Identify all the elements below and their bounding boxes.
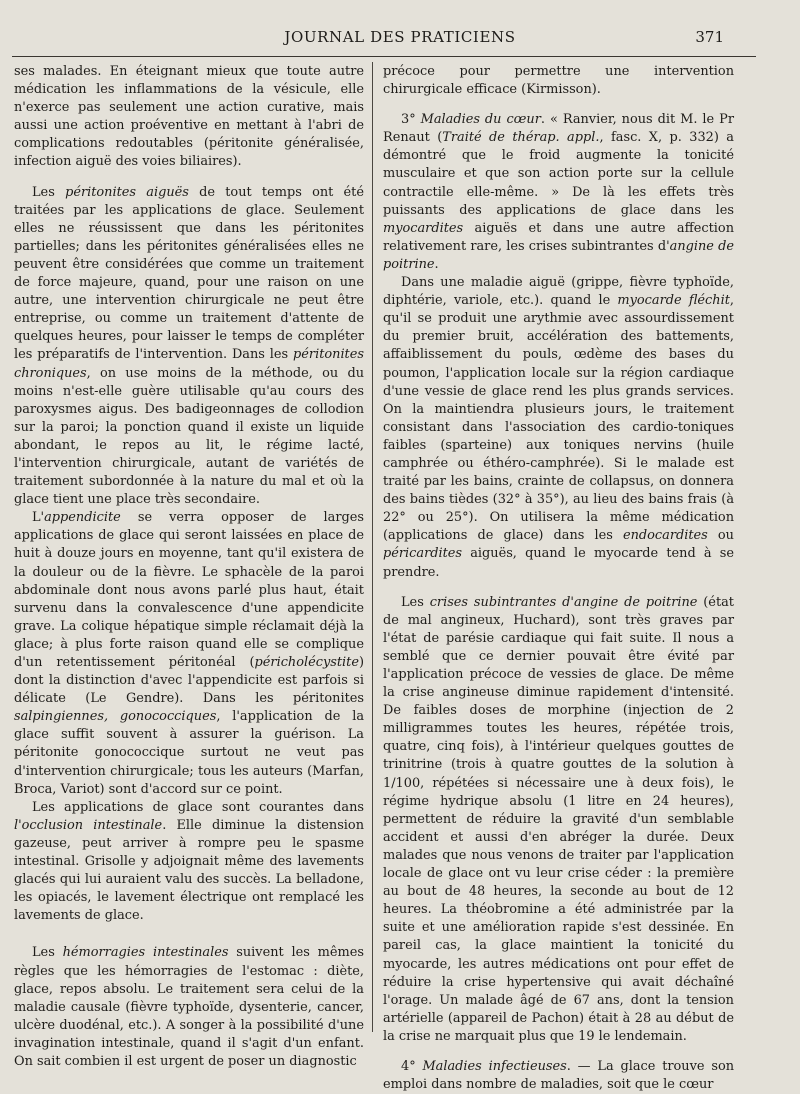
italic-text: appendicite (44, 510, 121, 526)
paragraph-text: L' (32, 510, 45, 526)
running-title: JOURNAL DES PRATICIENS (284, 28, 516, 46)
paragraph-text: se verra opposer de larges applications de glace qui seront laissées en place de huit à douze jours en moyenne, tant qu'il existera de la douleur ou de la fièvre. Le sphacèle de la paroi abdominale dont nous avons parlé plus haut, était survenu dans la convalescence d'une appendicite grave. La colique hépatique simple réclamait déjà la glace; à plus forte raison quand elle se complique d'un retentissement péritonéal ( (14, 510, 364, 670)
paragraph (383, 63, 734, 99)
paragraph (383, 274, 734, 582)
paragraph-text: . — La glace trouve son emploi dans nombre de maladies, soit que le cœur (383, 1058, 735, 1093)
italic-text: crises subintrantes d'angine de poitrine (429, 594, 698, 610)
italic-text: Traité de thérap. appl. (442, 130, 600, 146)
paragraph-text: aiguës, quand le myocarde tend à se prendre. (383, 546, 734, 580)
italic-text: péricardites (383, 546, 463, 562)
paragraph (383, 594, 734, 1046)
paragraph (14, 509, 364, 799)
paragraph-text: suivent les mêmes règles que les hémorragies de l'estomac : diète, glace, repos absolu. Le traitement sera celui de la maladie causale (fièvre typhoïde, dysenterie, cancer, ulcère duodénal, etc.). A songer à la possibilité d'une invagination intestinale, quand il s'agit d'un enfant. On sait combien il est urgent de poser un diagnostic (14, 945, 364, 1069)
paragraph-text: Les (32, 945, 63, 961)
paragraph-text: ou (707, 528, 734, 544)
paragraph (383, 1058, 734, 1094)
italic-text: salpingiennes, gonococciques (14, 709, 217, 725)
paragraph-text: Les (32, 184, 66, 200)
paragraph-text: . « Ranvier, nous dit M. le Pr Renaut ( (383, 112, 734, 146)
paragraph-text: ses malades. En éteignant mieux que toute autre médication les inflammations de la vésicule, elle n'exerce pas seulement une action curative, mais aussi une action proéventive en mettant à l'abri de complications redoutables (péritonite généralisée, infection aiguë des voies biliaires). (14, 64, 364, 170)
paragraph (14, 63, 364, 172)
page-header (0, 28, 800, 50)
paragraph-text: 4° (401, 1058, 423, 1074)
paragraph-text: Les (401, 594, 430, 610)
italic-text: angine de poitrine (383, 238, 734, 272)
paragraph-text: de tout temps ont été traitées par les applications de glace. Seulement elles ne réussissent que dans les péritonites partielles; dans les péritonites généralisées elles ne peuvent être considérées que comme un traitement de force majeure, quand, pour une raison on une autre, une intervention chirurgicale ne peut être entreprise, ou comme un traitement d'attente de quelques heures, pour laisser le temps de compléter les préparatifs de l'intervention. Dans les (14, 184, 364, 363)
italic-text: Maladies du cœur (420, 112, 541, 128)
column-divider (372, 62, 373, 1032)
paragraph (14, 944, 364, 1071)
paragraph (14, 184, 364, 510)
italic-text: péritonites chroniques (14, 347, 364, 381)
italic-text: myocardites (383, 220, 464, 236)
paragraph-text: précoce pour permettre une intervention chirurgicale efficace (Kirmisson). (383, 64, 734, 98)
paragraph-text: . Elle diminue la distension gazeuse, peut arriver à rompre peu le spasme intestinal. Grisolle y adjoignait même des lavements glacés qui lui auraient valu des succès. La belladone, les opiacés, le lavement électrique ont remplacé les lavements de glace. (14, 817, 364, 924)
paragraph (14, 799, 364, 926)
paragraph-text: , qu'il se produit une arythmie avec assourdissement du premier bruit, accélération des battements, affaiblissement du pouls, œdème des bases du poumon, l'application locale sur la région cardiaque d'une vessie de glace rend les plus grands services. On la maintiendra plusieurs jours, le traitement consistant dans l'association des cardio-toniques faibles (sparteine) aux toniques nervins (huile camphrée ou éthéro-camphrée). Si le malade est traité par les bains, crainte de collapsus, on donnera des bains tièdes (32° à 35°), au lieu des bains frais (à 22° ou 25°). On utilisera la même médication (applications de glace) dans les (383, 293, 734, 544)
page-number: 371 (695, 28, 724, 46)
paragraph-text: , l'application de la glace suffit souvent à assurer la guérison. La péritonite gonococcique surtout ne veut pas d'intervention chirurgicale; tous les auteurs (Marfan, Broca, Variot) sont d'accord sur ce point. (14, 709, 365, 797)
paragraph-text: 3° (401, 112, 421, 128)
paragraph-text: (état de mal angineux, Huchard), sont très graves par l'état de parésie cardiaque qui fait suite. Il nous a semblé que ce dernier pouvait être évité par l'application précoce de vessies de glace. De même la crise angineuse diminue rapidement d'intensité. De faibles doses de morphine (injection de 2 milligrammes toutes les heures, répétée trois, quatre, cinq fois), à l'intérieur quelques gouttes de trinitrine (trois à quatre gouttes de la solution à 1/100, répétées si nécessaire une à deux fois), le régime hydrique absolu (1 litre en 24 heures), permettent de réduire la gravité d'un semblable accident et aussi d'en abréger la durée. Deux malades que nous venons de traiter par l'application locale de glace ont vu leur crise céder : la première au bout de 48 heures, la seconde au bout de 12 heures. La théobromine a été administrée par la suite et une amélioration rapide s'est dessinée. En pareil cas, la glace maintient la tonicité du myocarde, les autres médications ont pour effet de réduire la crise hypertensive qui avait déchaîné l'orage. Un malade âgé de 67 ans, dont la tension artérielle (appareil de Pachon) était à 28 au début de la crise ne marquait plus que 19 le lendemain. (383, 594, 734, 1044)
paragraph-text: . (434, 256, 439, 272)
paragraph-text: , fasc. X, p. 332) a démontré que le froid augmente la tonicité musculaire et que son action porte sur la cellule contractile elle-même. » De là les effets très puissants des applications de glace dans les (383, 130, 734, 218)
right-column (383, 63, 734, 1094)
paragraph-text: Les applications de glace sont courantes dans (32, 799, 364, 815)
italic-text: péritonites aiguës (65, 184, 189, 200)
italic-text: l'occlusion intestinale (14, 817, 163, 833)
paragraph-text: ) dont la distinction d'avec l'appendicite est parfois si délicate (Le Gendre). Dans les péritonites (14, 655, 364, 707)
italic-text: hémorragies intestinales (62, 945, 229, 961)
left-column (14, 63, 364, 1071)
header-rule (12, 56, 756, 57)
italic-text: myocarde fléchit (617, 293, 730, 309)
italic-text: endocardites (622, 528, 708, 544)
paragraph-text: aiguës et dans une autre affection relativement rare, les crises subintrantes d' (383, 220, 734, 254)
italic-text: Maladies infectieuses (422, 1058, 567, 1074)
paragraph-text: Dans une maladie aiguë (grippe, fièvre typhoïde, diphtérie, variole, etc.). quand le (383, 275, 734, 309)
paragraph-text: , on use moins de la méthode, ou du moins n'est-elle guère utilisable qu'au cours des paroxysmes aigus. Des badigeonnages de collodion sur la paroi; la ponction quand il existe un liquide abondant, le repos au lit, le régime lacté, l'intervention chirurgicale, autant de variétés de traitement subordonnée à la nature du mal et où la glace tient une place très secondaire. (14, 365, 364, 508)
italic-text: péricholécystite (254, 655, 359, 670)
paragraph (383, 111, 734, 274)
